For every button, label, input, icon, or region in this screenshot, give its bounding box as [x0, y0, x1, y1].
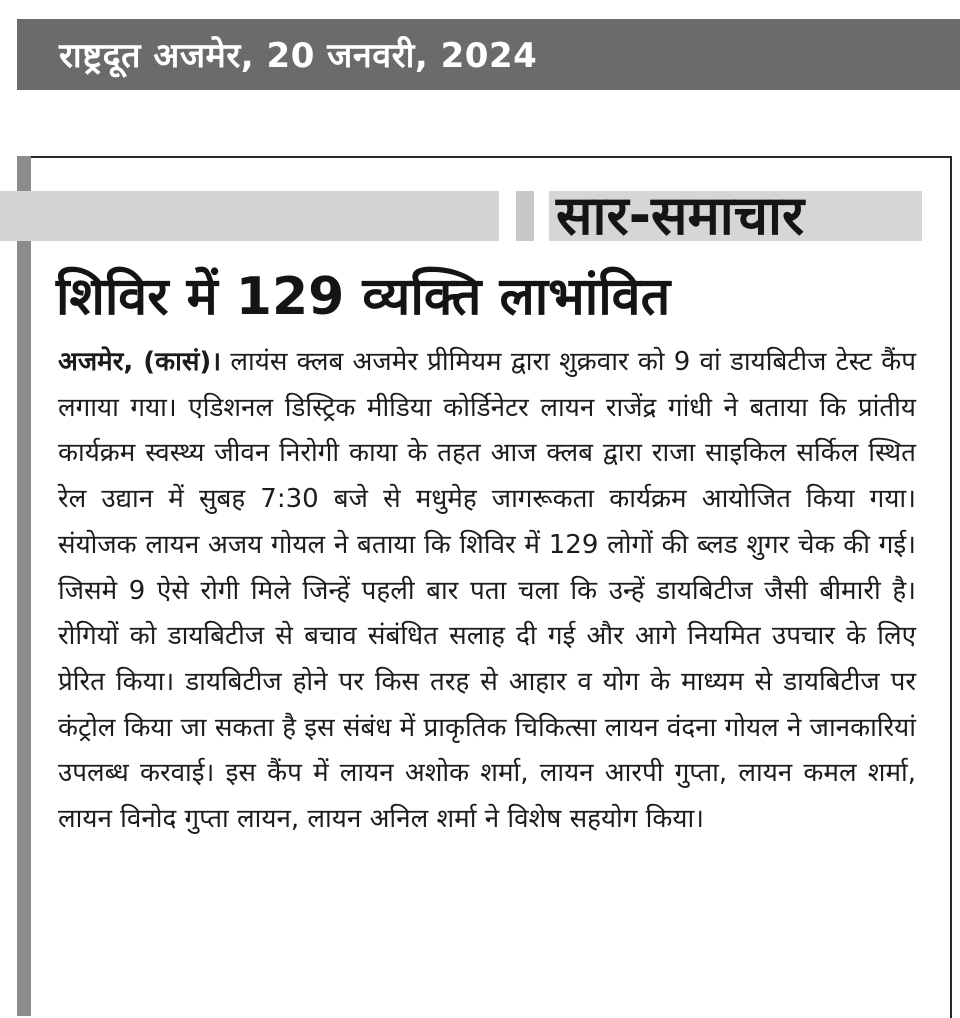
section-band-left	[0, 191, 499, 241]
masthead-title: राष्ट्रदूत अजमेर, 20 जनवरी, 2024	[59, 36, 538, 76]
article-body	[58, 340, 916, 843]
masthead-banner	[17, 19, 960, 90]
article-dateline: अजमेर, (कासं)।	[58, 347, 222, 377]
left-rule-divider	[17, 156, 31, 1016]
article-headline: शिविर में 129 व्यक्ति लाभांवित	[56, 267, 671, 327]
section-band-divider	[516, 191, 534, 241]
article-body-text: लायंस क्लब अजमेर प्रीमियम द्वारा शुक्रवार को 9 वां डायबिटीज टेस्ट कैंप लगाया गया। एडिशनल डिस्ट्रिक मीडिया कोर्डिनेटर लायन राजेंद्र गांधी ने बताया कि प्रांतीय कार्यक्रम स्वस्थ्य जीवन निरोगी काया के तहत आज क्लब द्वारा राजा साइकिल सर्किल स्थित रेल उद्यान में सुबह 7:30 बजे से मधुमेह जागरूकता कार्यक्रम आयोजित किया गया। संयोजक लायन अजय गोयल ने बताया कि शिविर में 129 लोगों की ब्लड शुगर चेक की गई। जिसमे 9 ऐसे रोगी मिले जिन्हें पहली बार पता चला कि उन्हें डायबिटीज जैसी बीमारी है। रोगियों को डायबिटीज से बचाव संबंधित सलाह दी गई और आगे नियमित उपचार के लिए प्रेरित किया। डायबिटीज होने पर किस तरह से आहार व योग के माध्यम से डायबिटीज पर कंट्रोल किया जा सकता है इस संबंध में प्राकृतिक चिकित्सा लायन वंदना गोयल ने जानकारियां उपलब्ध करवाई। इस कैंप में लायन अशोक शर्मा, लायन आरपी गुप्ता, लायन कमल शर्मा, लायन विनोद गुप्ता लायन, लायन अनिल शर्मा ने विशेष सहयोग किया।	[58, 347, 916, 835]
section-label: सार-समाचार	[556, 184, 805, 247]
